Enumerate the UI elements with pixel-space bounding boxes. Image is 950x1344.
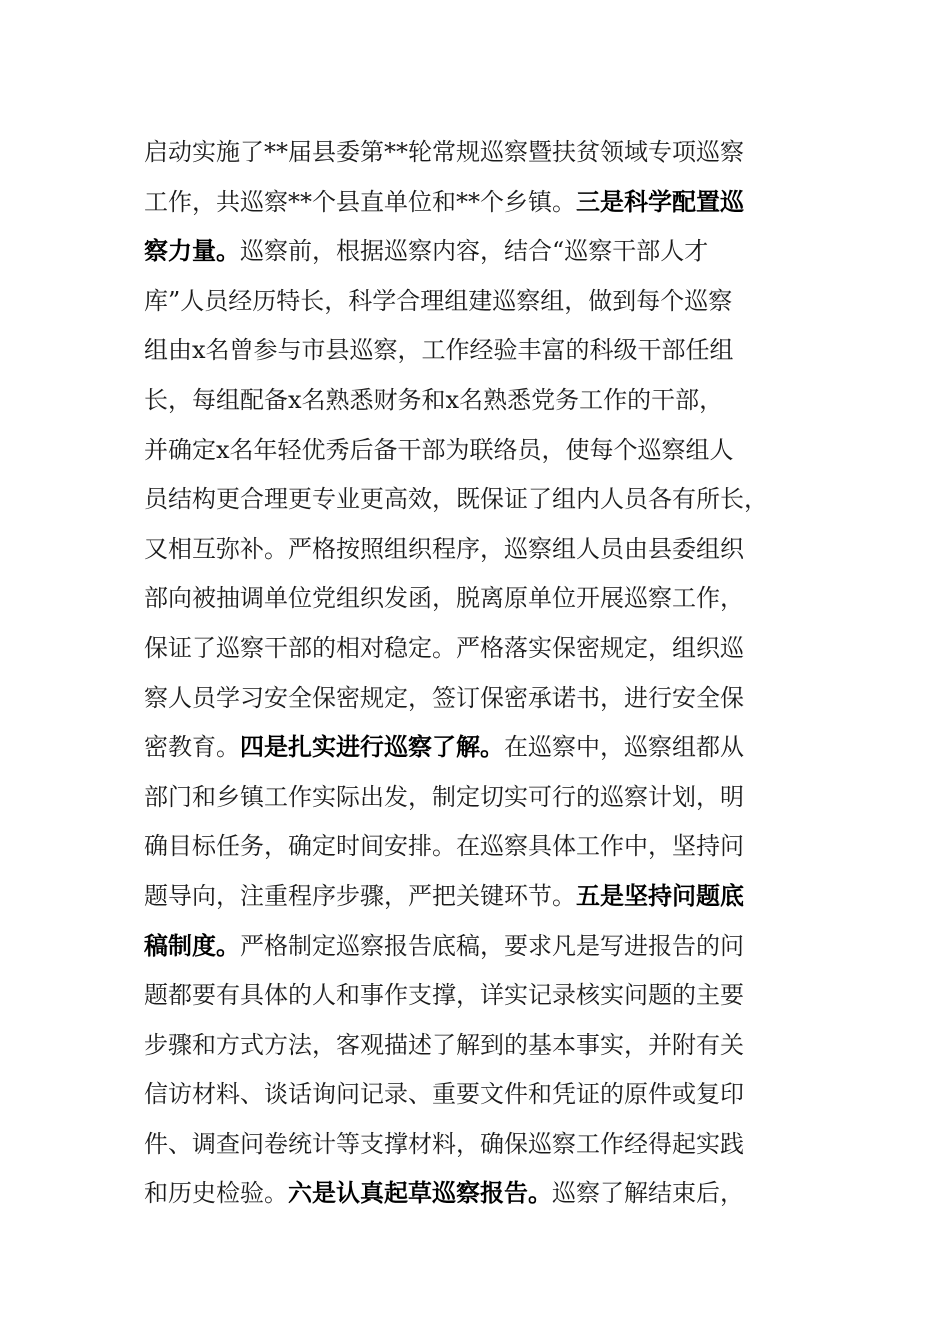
text-line: [144, 574, 804, 624]
text-line: [144, 1021, 804, 1071]
text-line: [144, 674, 804, 724]
body-text-segment: 启动实施了**届县委第**轮常规巡察暨扶贫领域专项巡察: [144, 138, 744, 166]
bold-heading-text: 稿制度。: [144, 931, 240, 960]
body-text-segment: 确目标任务，确定时间安排。在巡察具体工作中，坚持问: [144, 832, 744, 861]
body-text-segment: 并确定x名年轻优秀后备干部为联络员，使每个巡察组人: [144, 435, 734, 464]
bold-heading-text: 四是扎实进行巡察了解。: [240, 733, 504, 762]
text-line: [144, 277, 804, 327]
text-line: [144, 178, 804, 228]
text-line: [144, 922, 804, 972]
body-text-segment: 保证了巡察干部的相对稳定。严格落实保密规定，组织巡: [144, 633, 744, 662]
body-text-segment: 题导向，注重程序步骤，严把关键环节。: [144, 881, 576, 910]
body-text-segment: 部向被抽调单位党组织发函，脱离原单位开展巡察工作，: [144, 584, 744, 613]
body-text-segment: 件、调查问卷统计等支撑材料，确保巡察工作经得起实践: [144, 1129, 744, 1158]
bold-heading-text: 六是认真起草巡察报告。: [288, 1179, 552, 1208]
bold-heading-text: 三是科学配置巡: [576, 187, 744, 216]
text-line: [144, 525, 804, 575]
body-text-segment: 信访材料、谈话询问记录、重要文件和凭证的原件或复印: [144, 1080, 744, 1109]
body-text-segment: 组由x名曾参与市县巡察，工作经验丰富的科级干部任组: [144, 336, 734, 365]
text-line: [144, 1169, 804, 1219]
body-text-segment: 在巡察中，巡察组都从: [504, 733, 744, 762]
text-line: [144, 227, 804, 277]
text-line: [144, 1070, 804, 1120]
body-text-segment: 长，每组配备x名熟悉财务和x名熟悉党务工作的干部，: [144, 385, 724, 414]
body-text-segment: 步骤和方式方法，客观描述了解到的基本事实，并附有关: [144, 1030, 744, 1059]
text-line: [144, 426, 804, 476]
text-line: [144, 326, 804, 376]
body-text-segment: 库”人员经历特长，科学合理组建巡察组，做到每个巡察: [144, 286, 733, 315]
body-text-segment: 工作，共巡察**个县直单位和**个乡镇。: [144, 187, 576, 216]
text-line: [144, 624, 804, 674]
body-text: [144, 128, 804, 1219]
text-line: [144, 723, 804, 773]
text-line: [144, 872, 804, 922]
text-line: [144, 128, 804, 178]
body-text-segment: 密教育。: [144, 733, 240, 762]
body-text-segment: 又相互弥补。严格按照组织程序，巡察组人员由县委组织: [144, 534, 744, 563]
body-text-segment: 员结构更合理更专业更高效，既保证了组内人员各有所长，: [144, 485, 768, 514]
body-text-segment: 和历史检验。: [144, 1179, 288, 1208]
body-text-segment: 严格制定巡察报告底稿，要求凡是写进报告的问: [240, 931, 744, 960]
text-line: [144, 971, 804, 1021]
body-text-segment: 题都要有具体的人和事作支撑，详实记录核实问题的主要: [144, 981, 744, 1010]
text-line: [144, 475, 804, 525]
body-text-segment: 巡察了解结束后，: [552, 1179, 744, 1208]
body-text-segment: 部门和乡镇工作实际出发，制定切实可行的巡察计划，明: [144, 782, 744, 811]
text-line: [144, 822, 804, 872]
body-text-segment: 巡察前，根据巡察内容，结合“巡察干部人才: [240, 237, 709, 266]
body-text-segment: 察人员学习安全保密规定，签订保密承诺书，进行安全保: [144, 683, 744, 712]
text-line: [144, 1120, 804, 1170]
text-line: [144, 773, 804, 823]
text-line: [144, 376, 804, 426]
bold-heading-text: 五是坚持问题底: [576, 881, 744, 910]
bold-heading-text: 察力量。: [144, 237, 240, 266]
